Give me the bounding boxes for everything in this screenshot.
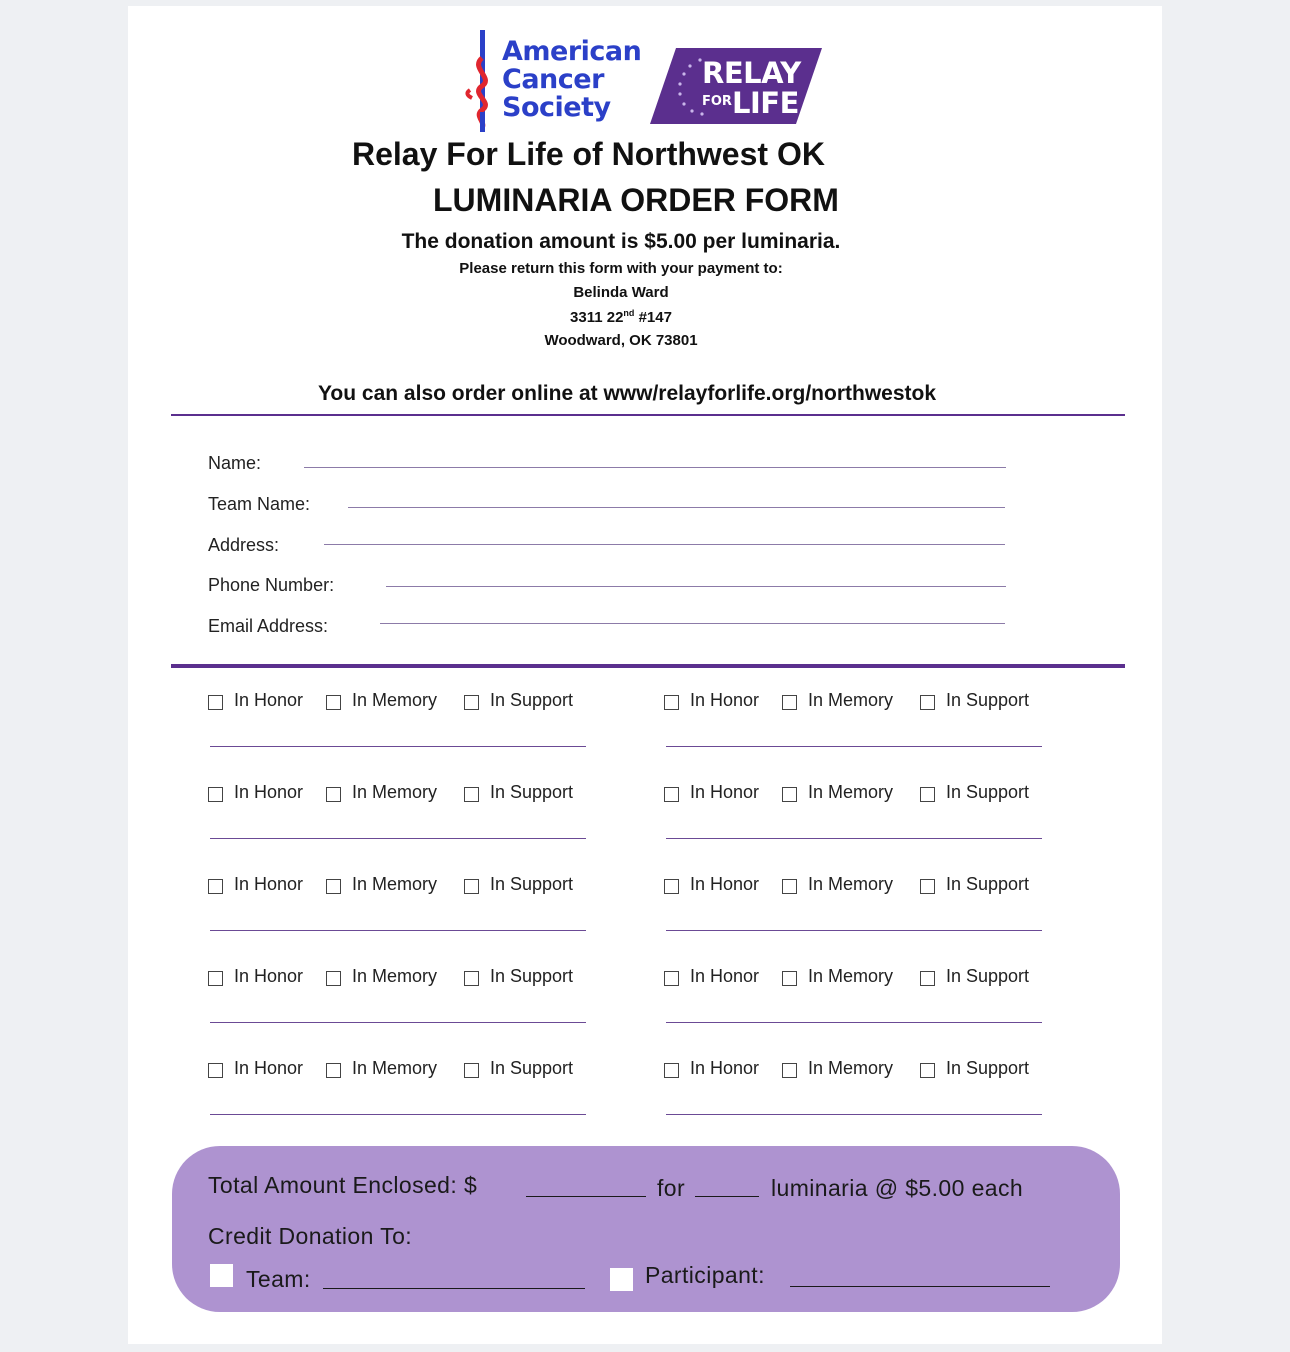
in-honor-label: In Honor: [234, 690, 304, 710]
in-memory-label: In Memory: [808, 966, 894, 986]
in-honor-label: In Honor: [234, 966, 304, 986]
online-order-note: You can also order online at www/relayforlife.org/northwestok: [317, 382, 937, 405]
rfl-for-word: FOR: [702, 94, 732, 109]
dedication-name-line[interactable]: [210, 930, 586, 931]
acs-word-society: Society: [502, 92, 611, 123]
in-memory-checkbox[interactable]: [326, 879, 341, 894]
in-support-checkbox[interactable]: [464, 1063, 479, 1078]
contact-divider: [171, 664, 1125, 668]
credit-donation-label: Credit Donation To:: [208, 1223, 413, 1249]
in-support-label: In Support: [946, 1058, 1030, 1078]
in-memory-label: In Memory: [352, 874, 438, 894]
in-memory-label: In Memory: [352, 1058, 438, 1078]
team-label: Team:: [246, 1266, 311, 1292]
phone-number-field[interactable]: [386, 586, 1006, 587]
luminaria-each-label: luminaria @ $5.00 each: [771, 1175, 1024, 1201]
phone-number-label: Phone Number:: [208, 575, 335, 595]
dedication-name-line[interactable]: [210, 1114, 586, 1115]
in-memory-label: In Memory: [808, 782, 894, 802]
in-support-checkbox[interactable]: [920, 879, 935, 894]
in-honor-label: In Honor: [690, 690, 760, 710]
name-label: Name:: [208, 453, 262, 473]
name-field[interactable]: [304, 467, 1006, 468]
in-honor-label: In Honor: [690, 1058, 760, 1078]
in-honor-checkbox[interactable]: [208, 879, 223, 894]
in-memory-checkbox[interactable]: [782, 879, 797, 894]
acs-logo-text: [502, 38, 641, 122]
in-honor-checkbox[interactable]: [208, 695, 223, 710]
in-support-label: In Support: [490, 874, 574, 894]
street-prefix: 3311 22: [570, 309, 624, 326]
in-honor-label: In Honor: [690, 966, 760, 986]
in-support-label: In Support: [490, 690, 574, 710]
participant-credit-field[interactable]: [790, 1286, 1050, 1287]
in-memory-label: In Memory: [352, 782, 438, 802]
in-memory-label: In Memory: [808, 1058, 894, 1078]
dedication-name-line[interactable]: [210, 1022, 586, 1023]
rfl-relay-word: RELAY: [702, 56, 801, 90]
in-support-checkbox[interactable]: [920, 695, 935, 710]
header-divider: [171, 414, 1125, 416]
in-support-label: In Support: [946, 690, 1030, 710]
in-memory-checkbox[interactable]: [782, 787, 797, 802]
in-memory-checkbox[interactable]: [326, 787, 341, 802]
total-amount-field[interactable]: [526, 1196, 646, 1197]
acs-word-american: American: [502, 36, 642, 67]
dedication-name-line[interactable]: [666, 1022, 1042, 1023]
order-form-page: [128, 6, 1162, 1344]
email-address-field[interactable]: [380, 623, 1005, 624]
in-support-label: In Support: [946, 782, 1030, 802]
participant-label: Participant:: [645, 1262, 765, 1288]
street-suffix: #147: [634, 309, 672, 326]
in-support-checkbox[interactable]: [920, 971, 935, 986]
address-field[interactable]: [324, 544, 1005, 545]
recipient-city: Woodward, OK 73801: [544, 332, 698, 349]
return-instructions: Please return this form with your payment to:: [459, 260, 783, 277]
in-honor-checkbox[interactable]: [208, 787, 223, 802]
dedication-name-line[interactable]: [666, 930, 1042, 931]
in-memory-checkbox[interactable]: [782, 971, 797, 986]
in-support-label: In Support: [490, 1058, 574, 1078]
payment-summary-box: [172, 1146, 1120, 1312]
in-memory-label: In Memory: [352, 966, 438, 986]
american-cancer-society-logo: [464, 28, 664, 134]
in-honor-label: In Honor: [690, 782, 760, 802]
in-support-checkbox[interactable]: [464, 787, 479, 802]
in-honor-checkbox[interactable]: [664, 787, 679, 802]
in-honor-checkbox[interactable]: [664, 971, 679, 986]
team-checkbox[interactable]: [210, 1264, 233, 1287]
in-support-label: In Support: [490, 782, 574, 802]
team-credit-field[interactable]: [323, 1288, 585, 1289]
in-support-checkbox[interactable]: [464, 971, 479, 986]
acs-word-cancer: Cancer: [502, 64, 604, 95]
in-support-label: In Support: [490, 966, 574, 986]
in-memory-label: In Memory: [808, 874, 894, 894]
in-support-checkbox[interactable]: [464, 879, 479, 894]
in-support-label: In Support: [946, 966, 1030, 986]
in-honor-checkbox[interactable]: [208, 1063, 223, 1078]
in-support-checkbox[interactable]: [920, 1063, 935, 1078]
total-amount-label: Total Amount Enclosed: $: [208, 1172, 478, 1198]
participant-checkbox[interactable]: [610, 1268, 633, 1291]
in-memory-label: In Memory: [808, 690, 894, 710]
in-memory-checkbox[interactable]: [326, 1063, 341, 1078]
event-title: Relay For Life of Northwest OK: [352, 136, 825, 172]
dedication-name-line[interactable]: [210, 838, 586, 839]
in-honor-label: In Honor: [234, 1058, 304, 1078]
email-address-label: Email Address:: [208, 616, 329, 636]
team-name-label: Team Name:: [208, 494, 311, 514]
dedication-name-line[interactable]: [666, 1114, 1042, 1115]
in-support-label: In Support: [946, 874, 1030, 894]
in-memory-checkbox[interactable]: [326, 971, 341, 986]
donation-amount: The donation amount is $5.00 per luminaria.: [401, 230, 841, 253]
in-memory-checkbox[interactable]: [782, 1063, 797, 1078]
in-honor-label: In Honor: [234, 782, 304, 802]
dedication-name-line[interactable]: [666, 746, 1042, 747]
street-superscript: nd: [623, 308, 635, 318]
acs-sword-icon: [464, 28, 504, 134]
dedication-name-line[interactable]: [210, 746, 586, 747]
luminaria-count-field[interactable]: [695, 1196, 759, 1197]
in-honor-checkbox[interactable]: [664, 695, 679, 710]
in-support-checkbox[interactable]: [920, 787, 935, 802]
in-honor-label: In Honor: [690, 874, 760, 894]
team-name-field[interactable]: [348, 507, 1005, 508]
in-honor-label: In Honor: [234, 874, 304, 894]
in-honor-checkbox[interactable]: [664, 879, 679, 894]
dedication-name-line[interactable]: [666, 838, 1042, 839]
rfl-life-word: LIFE: [732, 86, 799, 120]
in-memory-checkbox[interactable]: [326, 695, 341, 710]
recipient-street: [92, 308, 1150, 326]
form-title: LUMINARIA ORDER FORM: [433, 182, 839, 218]
in-support-checkbox[interactable]: [464, 695, 479, 710]
in-memory-label: In Memory: [352, 690, 438, 710]
in-honor-checkbox[interactable]: [208, 971, 223, 986]
address-label: Address:: [208, 535, 280, 555]
in-honor-checkbox[interactable]: [664, 1063, 679, 1078]
recipient-name: Belinda Ward: [573, 284, 669, 301]
in-memory-checkbox[interactable]: [782, 695, 797, 710]
for-label: for: [657, 1175, 686, 1201]
